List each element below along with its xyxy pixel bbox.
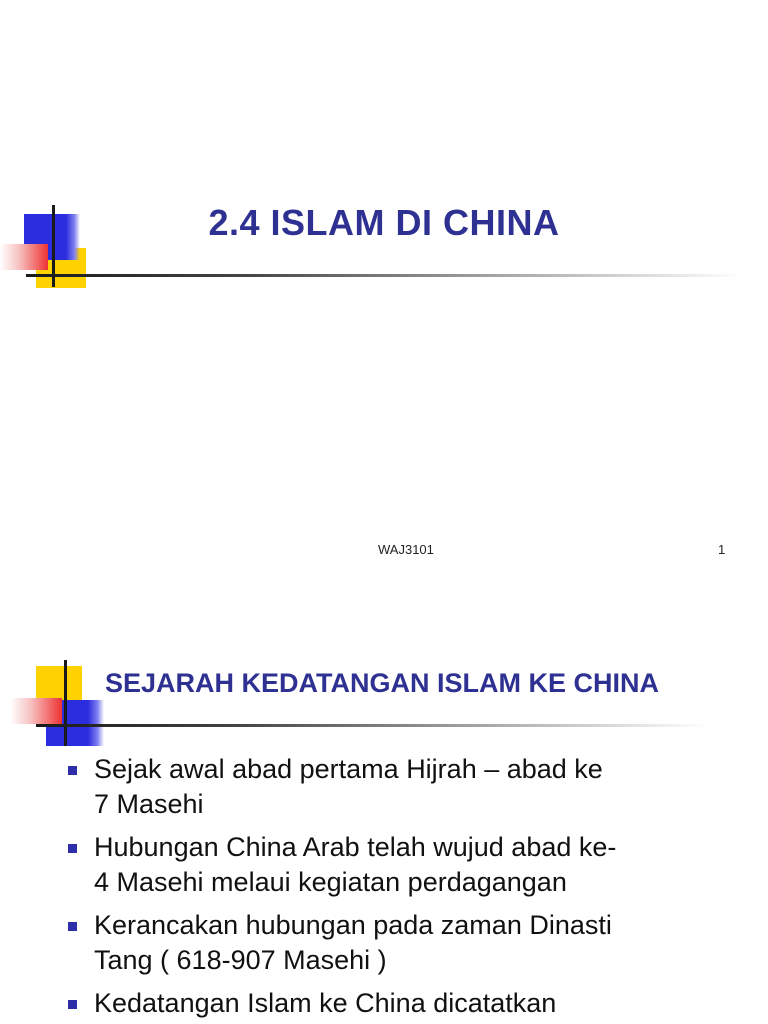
bullet-text-line: Tang ( 618-907 Masehi ): [94, 945, 387, 975]
square-bullet-icon: [68, 844, 77, 853]
list-item: [64, 986, 704, 1021]
square-bullet-icon: [68, 766, 77, 775]
bullet-text-line: Hubungan China Arab telah wujud abad ke-: [94, 832, 617, 862]
bullet-list: [64, 752, 704, 1024]
list-item: [64, 752, 704, 822]
bullet-text-line: Kerancakan hubungan pada zaman Dinasti: [94, 910, 612, 940]
list-item: [64, 830, 704, 900]
square-bullet-icon: [68, 922, 77, 931]
red-fade-decoration: [10, 698, 62, 724]
red-fade-decoration: [0, 244, 48, 270]
title-underline: [26, 274, 742, 277]
square-bullet-icon: [68, 1000, 77, 1009]
bullet-text-line: Sejak awal abad pertama Hijrah – abad ke: [94, 754, 603, 784]
slide-title: SEJARAH KEDATANGAN ISLAM KE CHINA: [105, 668, 660, 698]
vertical-line-decoration: [64, 660, 67, 746]
bullet-text-line: Kedatangan Islam ke China dicatatkan: [94, 988, 557, 1018]
page-number: 1: [718, 542, 726, 557]
slide-2: [0, 580, 768, 1024]
course-code: WAJ3101: [378, 542, 434, 557]
slide-title: 2.4 ISLAM DI CHINA: [208, 202, 560, 243]
bullet-text-line: 7 Masehi: [94, 789, 204, 819]
title-underline: [36, 724, 708, 727]
bullet-text-line: 4 Masehi melaui kegiatan perdagangan: [94, 867, 567, 897]
blue-fade-decoration: [88, 700, 104, 746]
yellow-square-decoration: [36, 666, 82, 702]
list-item: [64, 908, 704, 978]
